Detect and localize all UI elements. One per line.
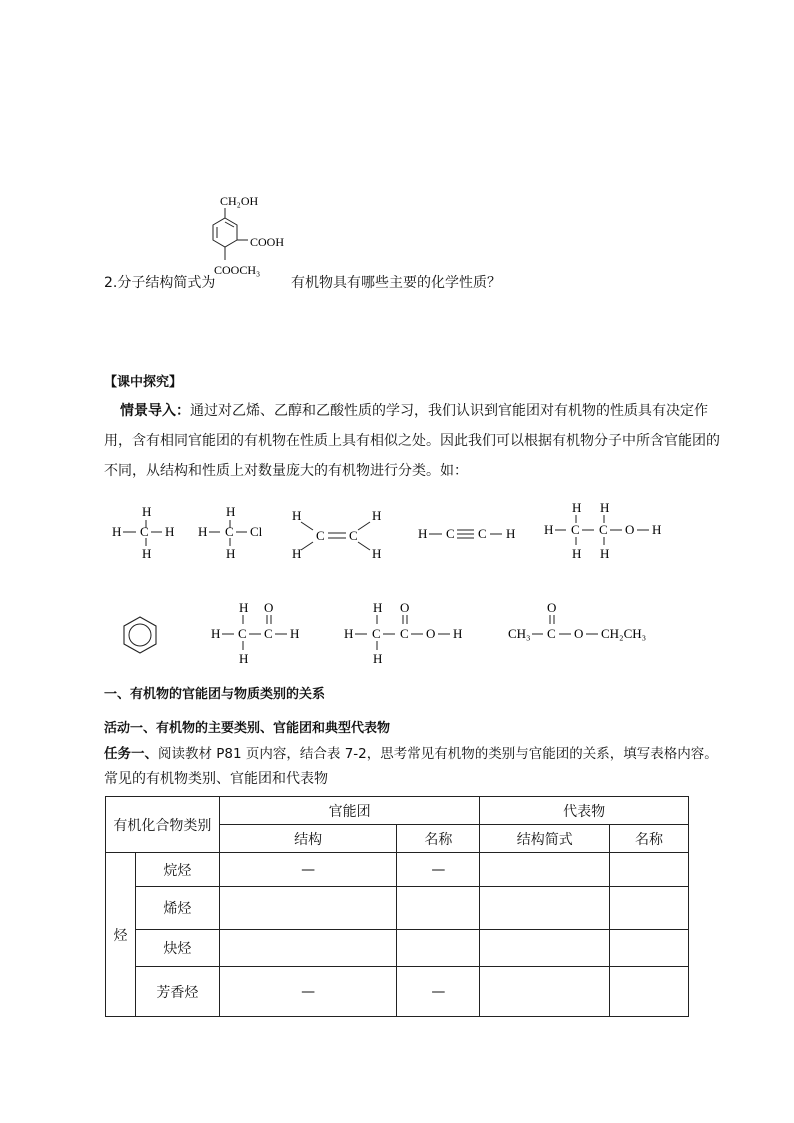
task-1-text: 阅读教材 P81 页内容，结合表 7-2，思考常见有机物的类别与官能团的关系，填写表格内容。 <box>158 746 718 762</box>
subheader-structure: 结构 <box>219 825 397 853</box>
row-formula[interactable] <box>480 887 610 930</box>
svg-text:H: H <box>239 600 249 615</box>
acetylene-structure <box>418 526 515 541</box>
row-structure[interactable] <box>219 930 397 967</box>
ethanol-structure <box>544 500 661 561</box>
svg-text:C: C <box>349 528 358 543</box>
acetaldehyde-structure <box>211 600 299 666</box>
row-structure[interactable]: — <box>219 853 397 887</box>
svg-text:H: H <box>372 508 382 523</box>
row-name[interactable]: — <box>397 853 480 887</box>
acetic-acid-structure <box>344 600 462 666</box>
row-formula[interactable] <box>480 930 610 967</box>
row-structure[interactable] <box>219 887 397 930</box>
molecule-top-group: CH₂OH <box>220 194 259 208</box>
subheader-name: 名称 <box>397 825 480 853</box>
row-name[interactable] <box>397 930 480 967</box>
svg-text:C: C <box>372 626 381 641</box>
svg-text:H: H <box>600 500 610 515</box>
row-rep-name[interactable] <box>610 930 689 967</box>
svg-text:H: H <box>239 651 249 666</box>
svg-text:H: H <box>572 500 582 515</box>
svg-text:H: H <box>373 600 383 615</box>
subheader-formula: 结构简式 <box>480 825 610 853</box>
row-rep-name[interactable] <box>610 967 689 1017</box>
question-2-prefix: 2.分子结构简式为 <box>104 275 216 291</box>
intro-paragraph <box>104 396 724 486</box>
table-row <box>106 930 689 967</box>
svg-text:C: C <box>140 524 149 539</box>
svg-text:C: C <box>571 522 580 537</box>
svg-text:H: H <box>652 522 662 537</box>
svg-text:O: O <box>574 626 584 641</box>
row-rep-name[interactable] <box>610 887 689 930</box>
svg-text:H: H <box>226 546 236 561</box>
svg-text:O: O <box>426 626 436 641</box>
svg-text:H: H <box>453 626 463 641</box>
task-1-label: 任务一、 <box>104 746 158 762</box>
svg-text:C: C <box>400 626 409 641</box>
svg-text:O: O <box>400 600 410 615</box>
svg-text:H: H <box>165 524 175 539</box>
svg-text:H: H <box>506 526 516 541</box>
heading-1: 一、有机物的官能团与物质类别的关系 <box>104 687 326 702</box>
svg-text:H: H <box>418 526 428 541</box>
ethylene-structure <box>292 508 381 561</box>
svg-text:H: H <box>600 546 610 561</box>
svg-text:H: H <box>292 508 302 523</box>
svg-text:Cl: Cl <box>250 524 263 539</box>
section-title: 【课中探究】 <box>104 375 183 390</box>
header-category: 有机化合物类别 <box>106 797 220 853</box>
svg-text:C: C <box>238 626 247 641</box>
row-category: 炔烃 <box>135 930 219 967</box>
row-category: 芳香烃 <box>135 967 219 1017</box>
header-representative: 代表物 <box>480 797 689 825</box>
molecule-side-group: COOH <box>250 235 285 249</box>
svg-text:C: C <box>547 626 556 641</box>
row-rep-name[interactable] <box>610 853 689 887</box>
benzene-structure <box>124 617 156 653</box>
svg-text:CH₂CH₃: CH₂CH₃ <box>601 626 647 641</box>
row-formula[interactable] <box>480 853 610 887</box>
ethyl-acetate-structure <box>508 600 646 641</box>
svg-text:H: H <box>292 546 302 561</box>
row-category: 烯烃 <box>135 887 219 930</box>
svg-text:H: H <box>112 524 122 539</box>
structures-row-1 <box>104 500 684 575</box>
svg-text:H: H <box>544 522 554 537</box>
svg-text:H: H <box>142 546 152 561</box>
svg-text:H: H <box>211 626 221 641</box>
svg-text:H: H <box>142 504 152 519</box>
svg-text:C: C <box>599 522 608 537</box>
svg-text:CH₃: CH₃ <box>508 626 531 641</box>
header-functional-group: 官能团 <box>219 797 480 825</box>
row-name[interactable]: — <box>397 967 480 1017</box>
question-2-suffix: 有机物具有哪些主要的化学性质？ <box>291 275 501 291</box>
svg-text:O: O <box>264 600 274 615</box>
intro-text: 通过对乙烯、乙醇和乙酸性质的学习，我们认识到官能团对有机物的性质具有决定作用，含有相同官能团的有机物在性质上具有相似之处。因此我们可以根据有机物分子中所含官能团的不同，从结构和性质上对数量庞大的有机物进行分类。如： <box>104 403 720 479</box>
row-structure[interactable]: — <box>219 967 397 1017</box>
svg-text:H: H <box>372 546 382 561</box>
svg-text:H: H <box>572 546 582 561</box>
svg-text:H: H <box>373 651 383 666</box>
intro-label: 情景导入： <box>120 403 190 419</box>
svg-text:C: C <box>446 526 455 541</box>
subheader-rep-name: 名称 <box>610 825 689 853</box>
organic-classes-table <box>105 796 689 1017</box>
molecule-bottom-group: COOCH₃ <box>214 263 261 277</box>
svg-text:C: C <box>264 626 273 641</box>
structures-row-2 <box>104 596 684 671</box>
svg-text:C: C <box>478 526 487 541</box>
row-formula[interactable] <box>480 967 610 1017</box>
table-row <box>106 853 689 887</box>
methane-structure <box>112 504 174 561</box>
svg-text:O: O <box>547 600 557 615</box>
chloromethane-structure <box>198 504 263 561</box>
svg-text:H: H <box>290 626 300 641</box>
svg-text:C: C <box>225 524 234 539</box>
group-label: 烃 <box>106 853 136 1017</box>
task-1 <box>104 742 718 762</box>
row-category: 烷烃 <box>135 853 219 887</box>
svg-text:H: H <box>226 504 236 519</box>
table-caption: 常见的有机物类别、官能团和代表物 <box>104 771 328 787</box>
row-name[interactable] <box>397 887 480 930</box>
svg-text:C: C <box>316 528 325 543</box>
svg-text:O: O <box>625 522 635 537</box>
svg-text:H: H <box>344 626 354 641</box>
svg-text:H: H <box>198 524 208 539</box>
activity-1-heading: 活动一、有机物的主要类别、官能团和典型代表物 <box>104 721 391 736</box>
table-row <box>106 967 689 1017</box>
table-row <box>106 887 689 930</box>
